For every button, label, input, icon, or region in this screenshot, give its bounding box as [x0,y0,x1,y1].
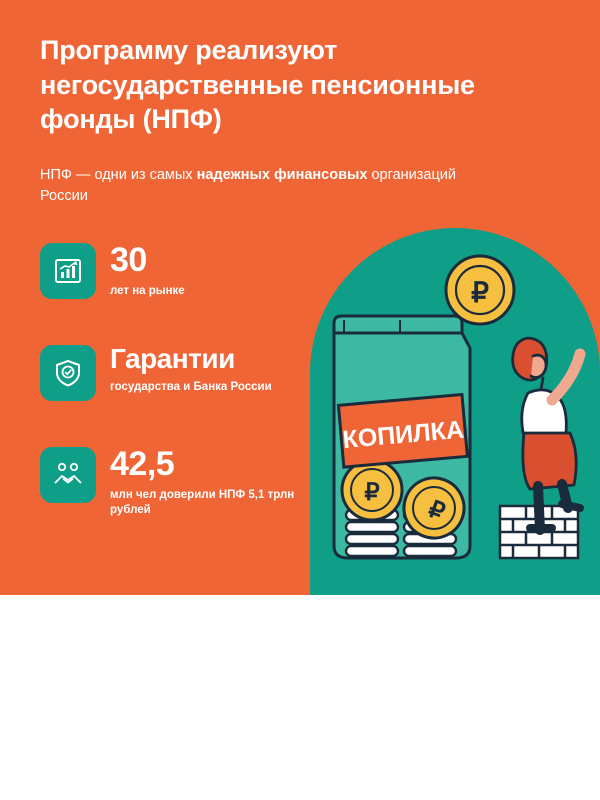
savings-jar-illustration [304,228,600,595]
fact-list [40,241,330,551]
list-item [40,243,330,315]
subtitle-part-2: организаций России [40,167,456,205]
subtitle [40,165,470,207]
fact-value: 42,5 [110,445,175,483]
blank-footer-area [0,595,600,800]
growth-chart-icon [40,243,96,299]
fact-caption: млн чел доверили НПФ 5,1 трлн рублей [110,488,295,517]
list-item [40,345,330,417]
subtitle-emphasis: надежных финансовых [196,167,368,183]
fact-value: 30 [110,241,147,279]
svg-text:₽: ₽ [471,277,489,308]
handshake-icon [40,447,96,503]
page-title: Программу реализуют негосударственные пенсионные фонды (НПФ) [40,35,475,135]
fact-caption: государства и Банка России [110,380,272,393]
svg-text:КОПИЛКА: КОПИЛКА [341,415,465,455]
shield-check-icon [40,345,96,401]
fact-caption: лет на рынке [110,284,185,297]
fact-value: Гарантии [110,343,235,374]
subtitle-part-1: НПФ — одни из самых [40,167,197,183]
svg-text:₽: ₽ [424,495,449,527]
list-item [40,447,330,519]
svg-text:₽: ₽ [364,479,380,506]
